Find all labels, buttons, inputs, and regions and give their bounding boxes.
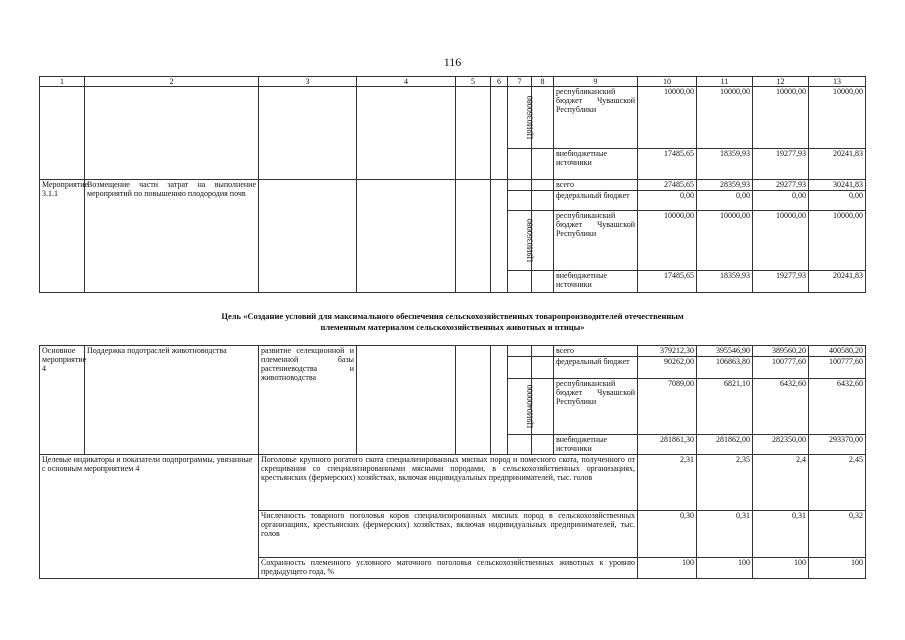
- value-cell: 28359,93: [697, 180, 753, 191]
- funding-source-label: внебюджетные источники: [554, 149, 638, 180]
- value-cell: 0,00: [753, 191, 809, 211]
- column-number: 10: [638, 77, 697, 87]
- value-cell: 106863,80: [697, 357, 753, 379]
- value-cell: 281861,30: [638, 435, 697, 455]
- goal-heading-line: племенным материалом сельскохозяйственных животных и птицы»: [320, 322, 585, 332]
- value-cell: 100: [697, 558, 753, 579]
- value-cell: 0,00: [638, 191, 697, 211]
- value-cell: 19277,93: [753, 149, 809, 180]
- column-number: 12: [753, 77, 809, 87]
- funding-source-label: внебюджетные источники: [554, 435, 638, 455]
- column-number: 9: [554, 77, 638, 87]
- column-number: 1: [40, 77, 85, 87]
- value-cell: 10000,00: [638, 87, 697, 149]
- column-number: 8: [532, 77, 554, 87]
- value-cell: 281862,00: [697, 435, 753, 455]
- value-cell: 6821,10: [697, 379, 753, 435]
- column-number: 13: [809, 77, 866, 87]
- value-cell: 17485,65: [638, 271, 697, 293]
- column-number: 11: [697, 77, 753, 87]
- value-cell: 0,00: [809, 191, 866, 211]
- measure-number: Мероприятие 3.1.1: [40, 180, 85, 293]
- column-number: 6: [491, 77, 508, 87]
- value-cell: 7089,00: [638, 379, 697, 435]
- column-number-row: [40, 77, 866, 87]
- value-cell: 18359,93: [697, 149, 753, 180]
- column-number: 3: [259, 77, 357, 87]
- table-row: [40, 180, 866, 191]
- page-number: 116: [443, 55, 462, 69]
- value-cell: 10000,00: [638, 211, 697, 271]
- value-cell: 100777,60: [809, 357, 866, 379]
- table-row: [40, 87, 866, 149]
- value-cell: 400580,20: [809, 346, 866, 357]
- value-cell: 282350,00: [753, 435, 809, 455]
- funding-table-top: [39, 76, 866, 293]
- value-cell: 395546,90: [697, 346, 753, 357]
- value-cell: 10000,00: [753, 87, 809, 149]
- budget-classification-code: Ц9И0360080: [508, 87, 532, 149]
- value-cell: 0,32: [809, 511, 866, 558]
- measure-goal: развитие селекционной и племенной базы растениеводства и животноводства: [259, 346, 357, 455]
- indicator-text: Сохранность племенного условного маточного поголовья сельскохозяйственных животных к уровню предыдущего года, %: [259, 558, 638, 579]
- value-cell: 6432,60: [809, 379, 866, 435]
- value-cell: 6432,60: [753, 379, 809, 435]
- value-cell: 100: [809, 558, 866, 579]
- indicator-row: [40, 455, 866, 511]
- value-cell: 10000,00: [753, 211, 809, 271]
- value-cell: 2,31: [638, 455, 697, 511]
- funding-source-label: республиканский бюджет Чувашской Республики: [554, 379, 638, 435]
- value-cell: 10000,00: [809, 87, 866, 149]
- column-number: 4: [357, 77, 456, 87]
- value-cell: 293370,00: [809, 435, 866, 455]
- goal-heading: [120, 311, 785, 333]
- value-cell: 0,31: [753, 511, 809, 558]
- value-cell: 379212,30: [638, 346, 697, 357]
- value-cell: 2,35: [697, 455, 753, 511]
- value-cell: 10000,00: [697, 87, 753, 149]
- funding-source-label: внебюджетные источники: [554, 271, 638, 293]
- measure-description: Поддержка подотраслей животноводства: [85, 346, 259, 455]
- funding-source-label: всего: [554, 180, 638, 191]
- value-cell: 0,00: [697, 191, 753, 211]
- value-cell: 2,4: [753, 455, 809, 511]
- value-cell: 389560,20: [753, 346, 809, 357]
- funding-source-label: республиканский бюджет Чувашской Республики: [554, 87, 638, 149]
- value-cell: 100: [638, 558, 697, 579]
- column-number: 2: [85, 77, 259, 87]
- value-cell: 2,45: [809, 455, 866, 511]
- value-cell: 10000,00: [697, 211, 753, 271]
- funding-source-label: республиканский бюджет Чувашской Республики: [554, 211, 638, 271]
- funding-table-bottom: [39, 345, 866, 579]
- value-cell: 20241,83: [809, 149, 866, 180]
- value-cell: 10000,00: [809, 211, 866, 271]
- value-cell: 20241,83: [809, 271, 866, 293]
- column-number: 7: [508, 77, 532, 87]
- goal-heading-line: Цель «Создание условий для максимального обеспечения сельскохозяйственных товаропроизводителей отечественным: [221, 311, 684, 321]
- indicators-title: Целевые индикаторы и показатели подпрограммы, увязанные с основным мероприятием 4: [40, 455, 259, 579]
- value-cell: 0,30: [638, 511, 697, 558]
- budget-classification-code: Ц9И0400000: [508, 379, 532, 435]
- value-cell: 90262,00: [638, 357, 697, 379]
- indicator-text: Поголовье крупного рогатого скота специализированных мясных пород и помесного скота, полученного от скрещивания со специализированными мясными породами, в сельскохозяйственных организациях, крестьянских (фермерских) хозяйствах, включая индивидуальных предпринимателей, тыс. голов: [259, 455, 638, 511]
- value-cell: 18359,93: [697, 271, 753, 293]
- value-cell: 30241,83: [809, 180, 866, 191]
- value-cell: 100777,60: [753, 357, 809, 379]
- measure-description: Возмещение части затрат на выполнение мероприятий по повышению плодородия почв: [85, 180, 259, 293]
- value-cell: 27485,65: [638, 180, 697, 191]
- funding-source-label: федеральный бюджет: [554, 191, 638, 211]
- measure-number: Основное мероприятие 4: [40, 346, 85, 455]
- funding-source-label: всего: [554, 346, 638, 357]
- column-number: 5: [456, 77, 491, 87]
- indicator-text: Численность товарного поголовья коров специализированных мясных пород в сельскохозяйственных организациях, крестьянских (фермерских) хозяйствах, включая индивидуальных предпринимателей, тыс. голов: [259, 511, 638, 558]
- funding-source-label: федеральный бюджет: [554, 357, 638, 379]
- value-cell: 100: [753, 558, 809, 579]
- value-cell: 0,31: [697, 511, 753, 558]
- value-cell: 17485,65: [638, 149, 697, 180]
- value-cell: 29277,93: [753, 180, 809, 191]
- table-row: [40, 346, 866, 357]
- budget-classification-code: Ц9И0360080: [508, 211, 532, 271]
- value-cell: 19277,93: [753, 271, 809, 293]
